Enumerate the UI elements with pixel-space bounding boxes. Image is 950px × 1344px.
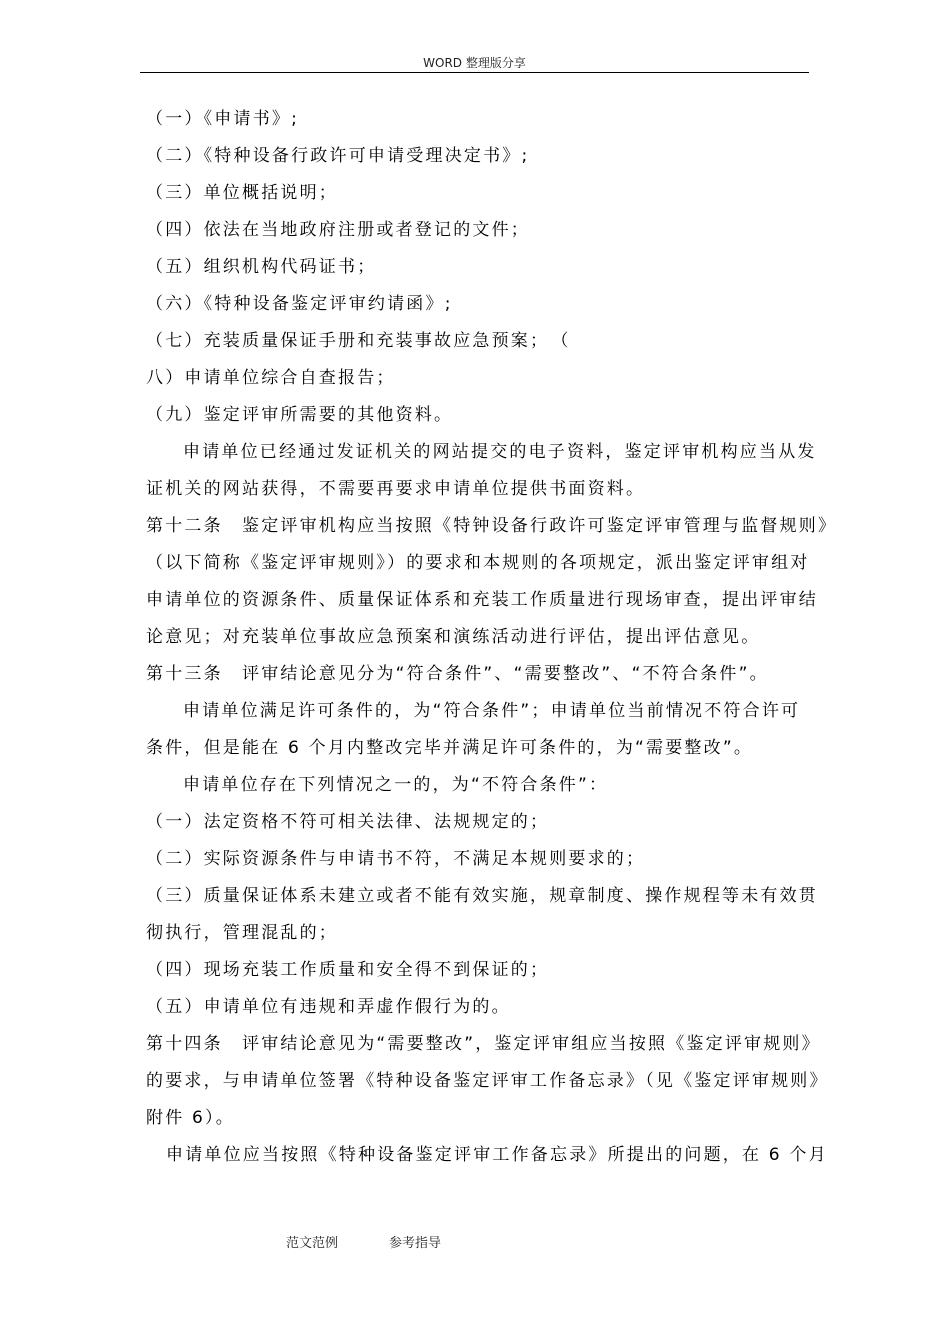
text-line: （七）充装质量保证手册和充装事故应急预案； （ — [146, 331, 571, 351]
text-line: （三）单位概括说明； — [146, 183, 338, 203]
text-line: 申请单位满足许可条件的，为“符合条件”；申请单位当前情况不符合许可 — [183, 701, 801, 721]
document-body — [146, 101, 838, 1174]
article-12: 第十二条 鉴定评审机构应当按照《特钟设备行政许可鉴定评审管理与监督规则》 — [146, 516, 838, 536]
text-line: （一）《申请书》; — [146, 109, 300, 129]
text-line: 论意见；对充装单位事故应急预案和演练活动进行评估，提出评估意见。 — [146, 627, 761, 647]
page-header: WORD 整理版分享 — [140, 56, 809, 73]
text-line: 申请单位的资源条件、质量保证体系和充装工作质量进行现场审查，提出评审结 — [146, 590, 818, 610]
text-line: （一）法定资格不符可相关法律、法规规定的； — [146, 812, 550, 832]
text-line: 八）申请单位综合自查报告； — [146, 368, 396, 388]
text-line: （五）组织机构代码证书； — [146, 257, 377, 277]
text-line: （六）《特种设备鉴定评审约请函》; — [146, 294, 453, 314]
text-line: （四）依法在当地政府注册或者登记的文件； — [146, 220, 530, 240]
text-line: （五）申请单位有违规和弄虚作假行为的。 — [146, 997, 511, 1017]
article-14: 第十四条 评审结论意见为“需要整改”，鉴定评审组应当按照《鉴定评审规则》 — [146, 1034, 821, 1054]
text-line: 彻执行，管理混乱的； — [146, 923, 338, 943]
text-line: 申请单位应当按照《特种设备鉴定评审工作备忘录》所提出的问题，在 6 个月 — [166, 1145, 828, 1165]
text-line: （三）质量保证体系未建立或者不能有效实施，规章制度、操作规程等未有效贯 — [146, 886, 818, 906]
text-line: （九）鉴定评审所需要的其他资料。 — [146, 405, 454, 425]
text-line: （以下简称《鉴定评审规则》）的要求和本规则的各项规定，派出鉴定评审组对 — [146, 553, 810, 573]
text-line: 附件 6）。 — [146, 1108, 235, 1128]
footer-left-text: 范文范例 — [286, 1236, 339, 1251]
footer-right-text: 参考指导 — [389, 1236, 442, 1251]
text-line: 证机关的网站获得，不需要再要求申请单位提供书面资料。 — [146, 479, 646, 499]
article-13: 第十三条 评审结论意见分为“符合条件”、“需要整改”、“不符合条件”。 — [146, 664, 769, 684]
text-line: 的要求，与申请单位签署《特种设备鉴定评审工作备忘录》（见《鉴定评审规则》 — [146, 1071, 829, 1091]
text-line: （四）现场充装工作质量和安全得不到保证的； — [146, 960, 550, 980]
text-line: 申请单位已经通过发证机关的网站提交的电子资料，鉴定评审机构应当从发 — [183, 442, 817, 462]
text-line: （二）实际资源条件与申请书不符，不满足本规则要求的； — [146, 849, 646, 869]
text-line: 条件，但是能在 6 个月内整改完毕并满足许可条件的，为“需要整改”。 — [146, 738, 754, 758]
page-footer — [0, 1234, 950, 1254]
text-line: 申请单位存在下列情况之一的，为“不符合条件”： — [183, 775, 609, 795]
text-line: （二）《特种设备行政许可申请受理决定书》; — [146, 146, 530, 166]
